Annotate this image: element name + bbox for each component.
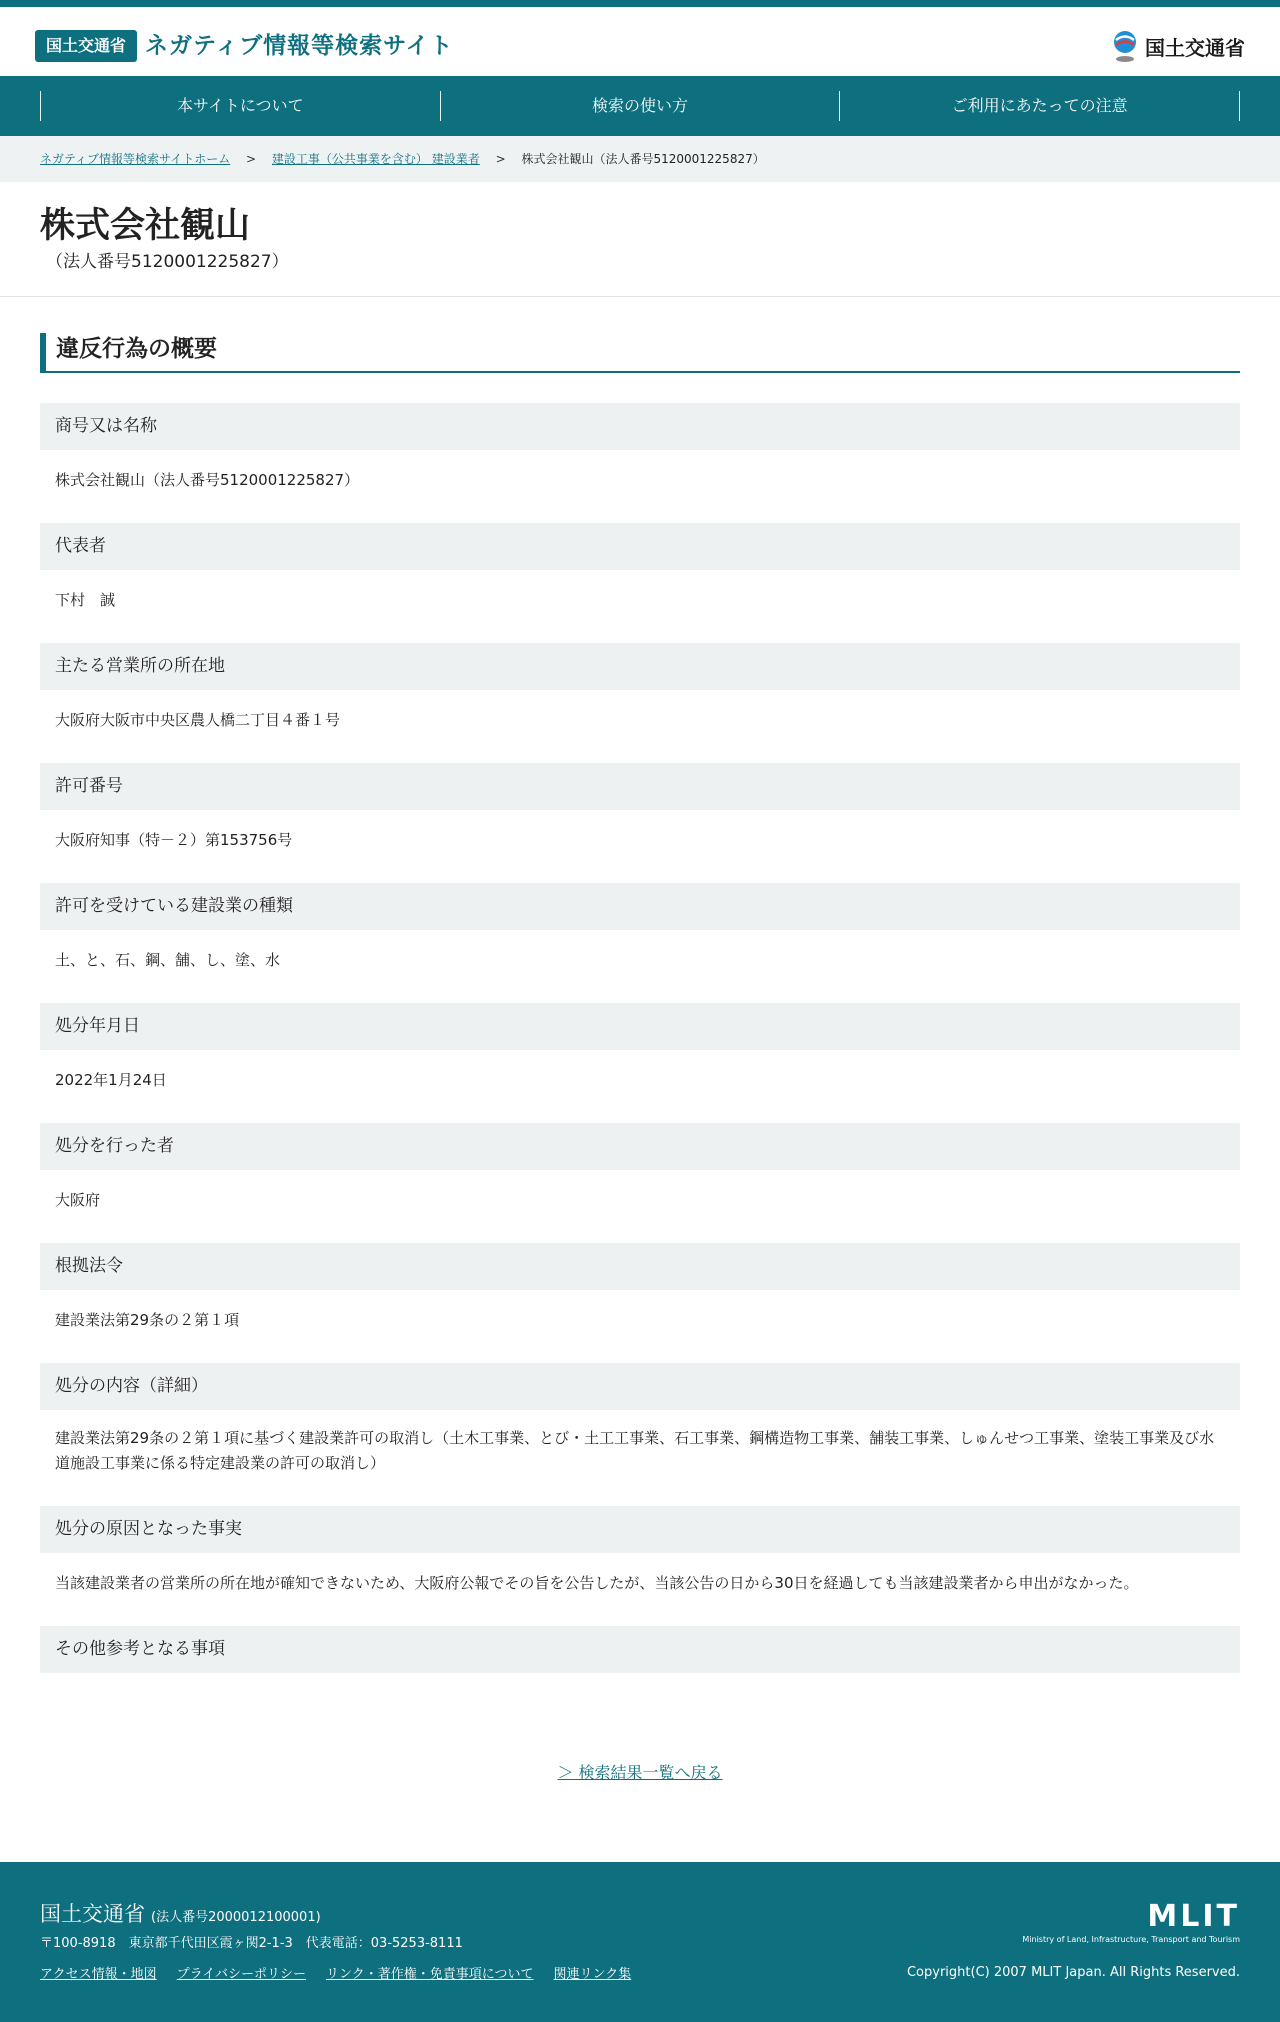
main-content <box>0 297 1280 1691</box>
field-main-office-address <box>40 643 1240 733</box>
mlit-logo-text: MLIT <box>1147 1899 1240 1934</box>
breadcrumb-current: 株式会社観山（法人番号5120001225827） <box>521 152 765 166</box>
site-header <box>0 7 1280 76</box>
breadcrumb-separator: > <box>495 152 506 166</box>
field-label: その他参考となる事項 <box>40 1626 1240 1673</box>
footer-ministry-name <box>40 1898 321 1928</box>
field-label: 代表者 <box>40 523 1240 570</box>
breadcrumb-home-link[interactable]: ネガティブ情報等検索サイトホーム <box>40 152 231 166</box>
field-value: 2022年1月24日 <box>55 1071 167 1089</box>
global-nav <box>0 76 1280 136</box>
field-value: 大阪府知事（特－２）第153756号 <box>55 831 293 849</box>
field-label: 処分の内容（詳細） <box>40 1363 1240 1410</box>
field-label: 許可番号 <box>40 763 1240 810</box>
section-title: 違反行為の概要 <box>40 333 1240 371</box>
field-label: 根拠法令 <box>40 1243 1240 1290</box>
field-value: 大阪府大阪市中央区農人橋二丁目４番１号 <box>55 711 341 729</box>
footer-links <box>40 1963 631 1982</box>
field-license-number <box>40 763 1240 853</box>
top-accent-bar <box>0 0 1280 7</box>
footer-corp-number: (法人番号2000012100001) <box>151 1910 321 1925</box>
ministry-logo[interactable] <box>1111 29 1245 63</box>
field-value: 大阪府 <box>55 1191 101 1209</box>
field-disposition-details <box>40 1363 1240 1476</box>
section-divider <box>40 371 1240 373</box>
field-trade-name <box>40 403 1240 493</box>
breadcrumb <box>0 136 1280 182</box>
breadcrumb-separator: > <box>246 152 257 166</box>
field-value: 下村 誠 <box>55 591 116 609</box>
nav-item-how-to-search[interactable]: 検索の使い方 <box>440 91 840 121</box>
mlit-logo-tagline: Ministry of Land, Infrastructure, Transport and Tourism <box>1022 1935 1240 1944</box>
footer-name-text: 国土交通省 <box>40 1902 145 1926</box>
nav-item-usage-notes[interactable]: ご利用にあたっての注意 <box>839 91 1240 121</box>
back-to-results-link[interactable]: ＞ 検索結果一覧へ戻る <box>557 1763 723 1782</box>
footer-link-copyright[interactable]: リンク・著作権・免責事項について <box>325 1967 534 1982</box>
field-other-references <box>40 1626 1240 1691</box>
field-label: 処分を行った者 <box>40 1123 1240 1170</box>
back-link-container <box>0 1760 1280 1783</box>
site-title[interactable]: ネガティブ情報等検索サイト <box>145 33 454 59</box>
page-title: 株式会社観山 <box>40 206 251 246</box>
field-disposition-date <box>40 1003 1240 1093</box>
ministry-badge[interactable]: 国土交通省 <box>35 30 137 62</box>
field-disposing-authority <box>40 1123 1240 1213</box>
field-label: 処分年月日 <box>40 1003 1240 1050</box>
company-heading <box>0 182 1280 297</box>
nav-item-about[interactable]: 本サイトについて <box>40 91 440 121</box>
breadcrumb-category-link[interactable]: 建設工事（公共事業を含む） 建設業者 <box>271 152 480 166</box>
footer-link-privacy[interactable]: プライバシーポリシー <box>176 1967 306 1982</box>
footer-link-access[interactable]: アクセス情報・地図 <box>40 1967 157 1982</box>
field-value <box>40 1673 1240 1691</box>
field-value: 当該建設業者の営業所の所在地が確知できないため、大阪府公報でその旨を公告したが、当該公告の日から30日を経過しても当該建設業者から申出がなかった。 <box>55 1574 1139 1592</box>
field-label: 主たる営業所の所在地 <box>40 643 1240 690</box>
field-value: 建設業法第29条の２第１項に基づく建設業許可の取消し（土木工事業、とび・土工工事業、石工事業、鋼構造物工事業、舗装工事業、しゅんせつ工事業、塗装工事業及び水道施設工事業に係る特定建設業の許可の取消し） <box>55 1429 1215 1472</box>
footer-address: 〒100-8918 東京都千代田区霞ヶ関2-1-3 代表電話：03-5253-8111 <box>40 1936 463 1951</box>
ministry-emblem-icon <box>1111 29 1139 63</box>
footer-link-related[interactable]: 関連リンク集 <box>553 1967 632 1982</box>
field-value: 土、と、石、鋼、舗、し、塗、水 <box>55 951 281 969</box>
field-licensed-business-types <box>40 883 1240 973</box>
field-representative <box>40 523 1240 613</box>
ministry-logo-text: 国土交通省 <box>1145 35 1245 60</box>
copyright: Copyright(C) 2007 MLIT Japan. All Rights Reserved. <box>906 1965 1240 1980</box>
field-label: 商号又は名称 <box>40 403 1240 450</box>
site-footer <box>0 1862 1280 2022</box>
field-label: 許可を受けている建設業の種類 <box>40 883 1240 930</box>
field-label: 処分の原因となった事実 <box>40 1506 1240 1553</box>
mlit-logo[interactable] <box>1022 1899 1240 1946</box>
field-disposition-cause <box>40 1506 1240 1596</box>
field-value: 建設業法第29条の２第１項 <box>55 1311 240 1329</box>
corporate-number: （法人番号5120001225827） <box>46 252 289 272</box>
field-legal-basis <box>40 1243 1240 1333</box>
field-value: 株式会社観山（法人番号5120001225827） <box>55 471 360 489</box>
